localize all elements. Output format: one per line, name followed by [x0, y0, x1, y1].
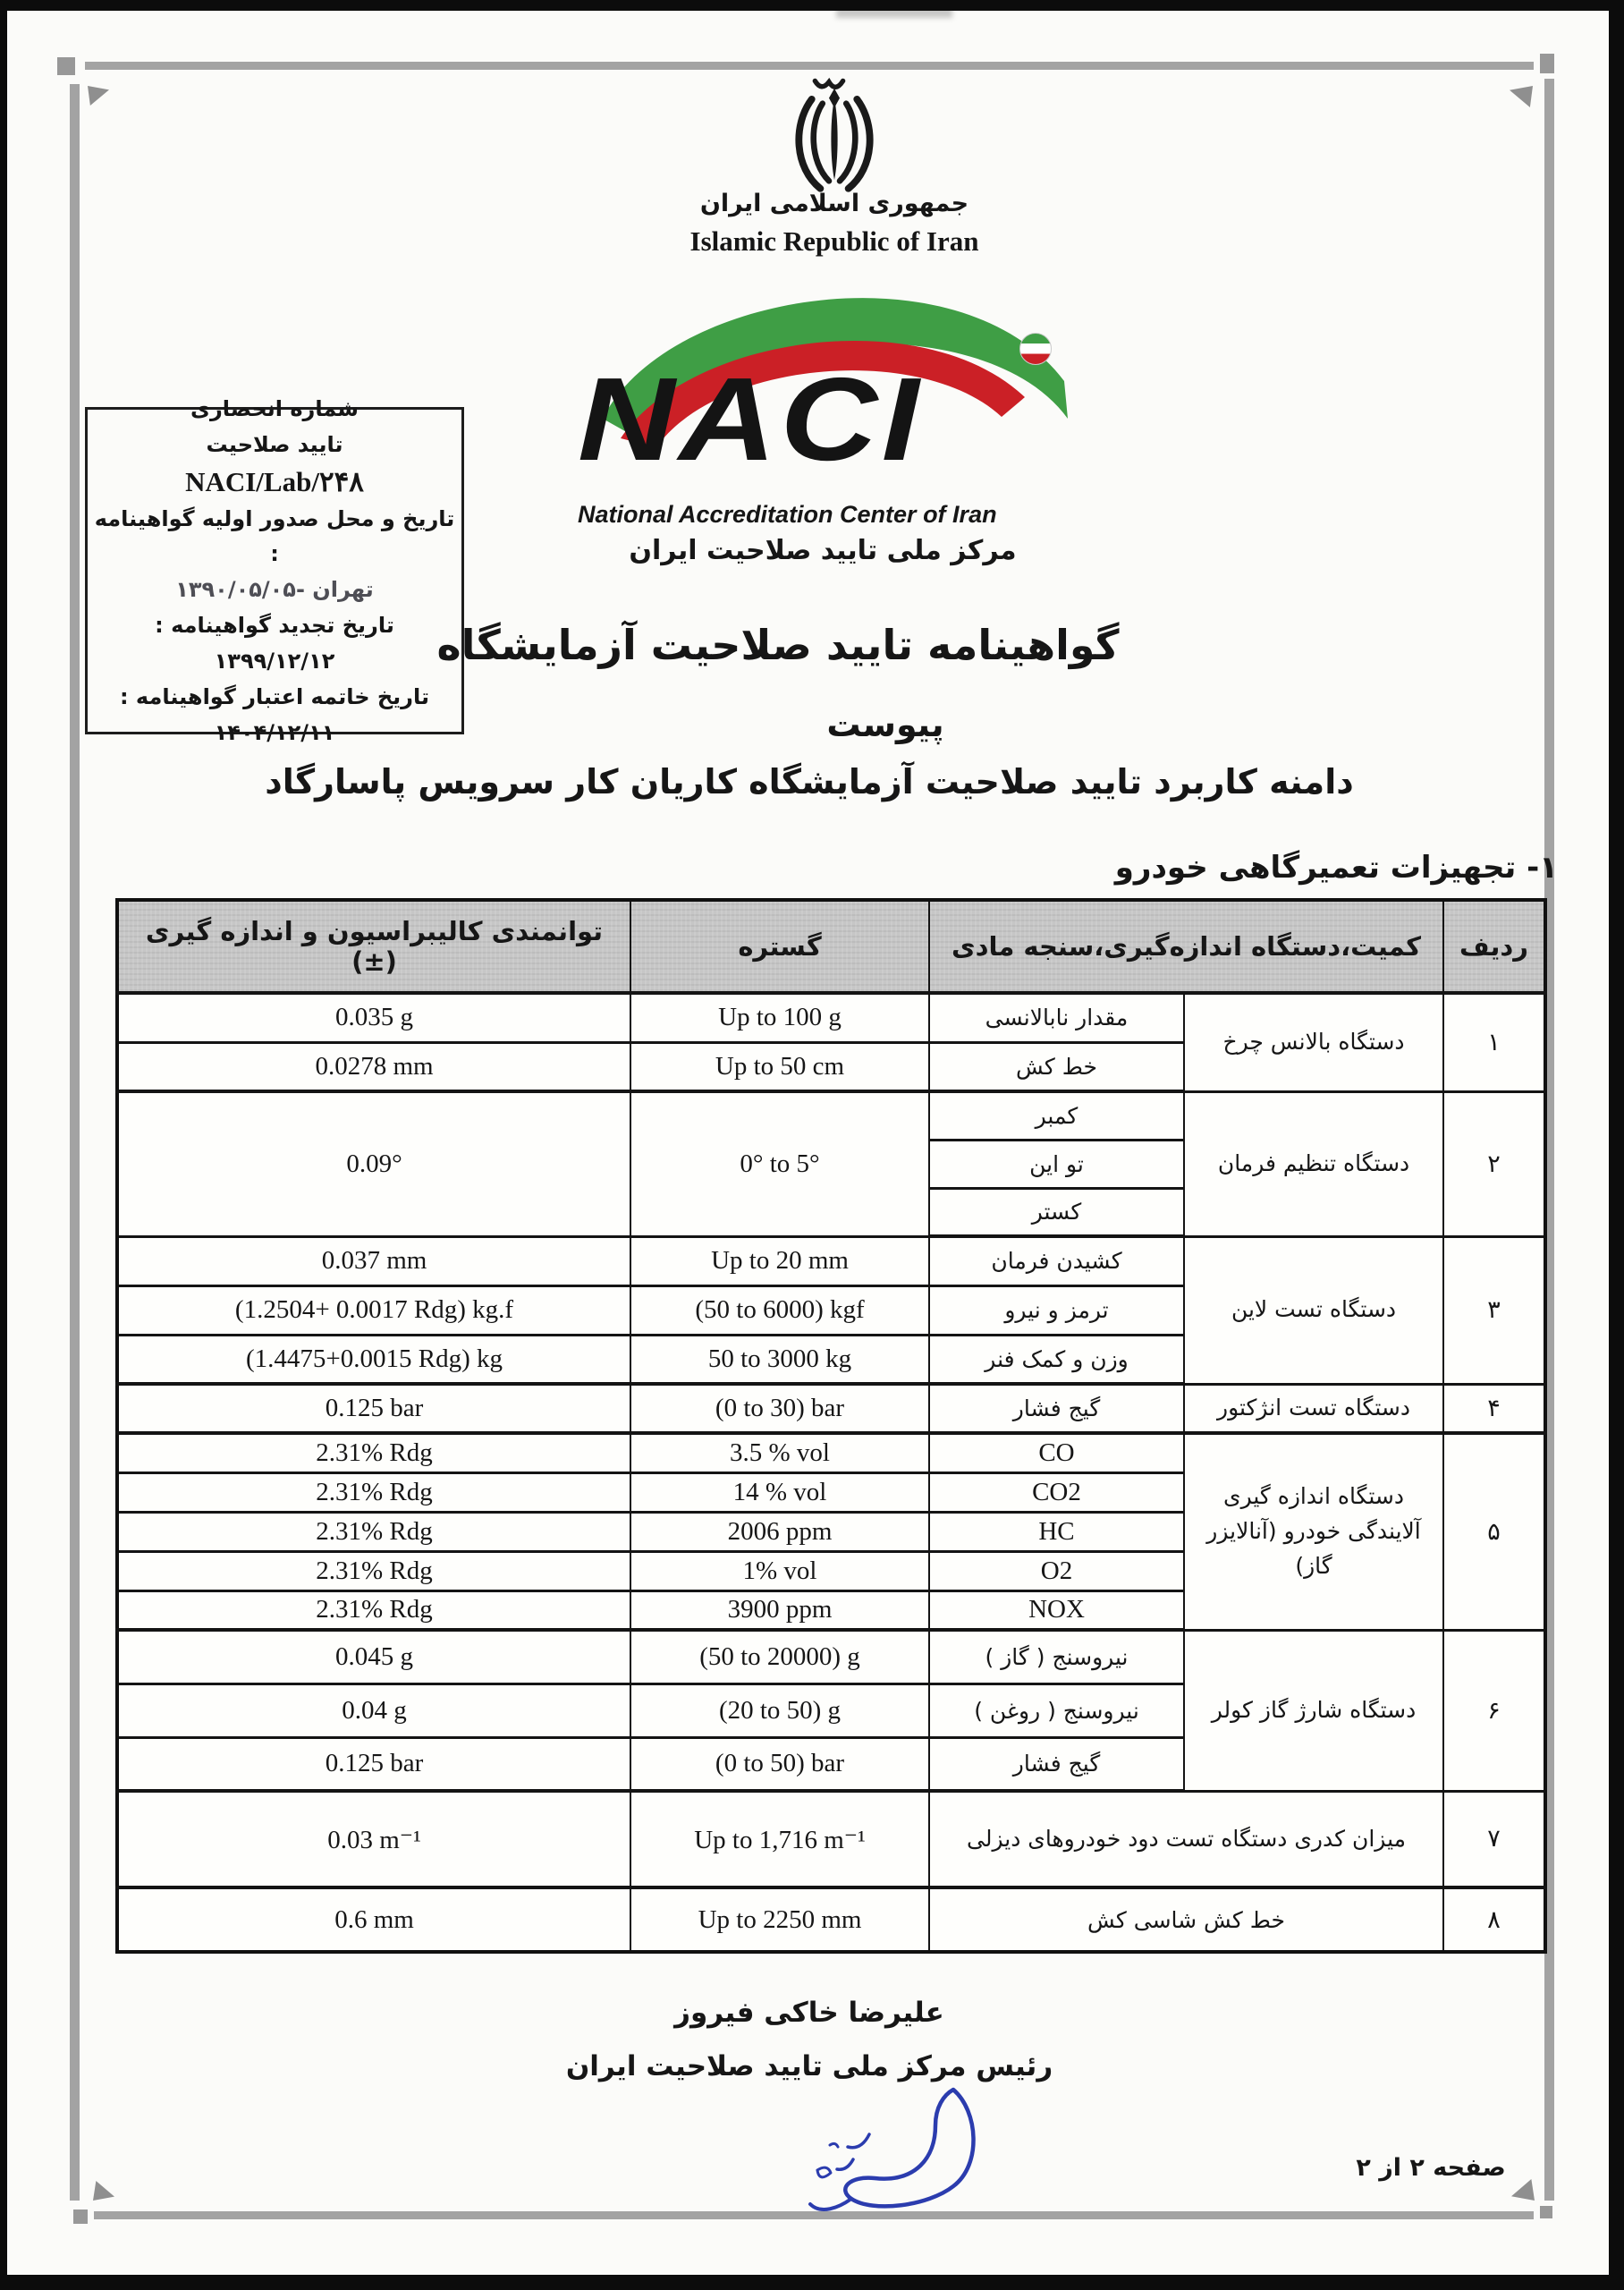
- corner-triangle-bottom-right: [1511, 2179, 1535, 2201]
- capability: (1.2504+ 0.0017 Rdg) kg.f: [117, 1285, 630, 1335]
- corner-triangle-top-left: [88, 86, 109, 106]
- device-name: دستگاه شارژ گاز کولر: [1184, 1630, 1443, 1791]
- table-row: [117, 1630, 1545, 1684]
- measure: خط کش: [929, 1042, 1184, 1091]
- device-name: دستگاه اندازه گیری آلایندگی خودرو (آنالایزر گاز): [1184, 1433, 1443, 1630]
- range: (50 to 6000) kgf: [630, 1285, 929, 1335]
- row-number: ۸: [1443, 1887, 1545, 1952]
- corner-square-bottom-right: [1540, 2206, 1552, 2218]
- capability: 2.31% Rdg: [117, 1590, 630, 1630]
- table-header-row: [117, 900, 1545, 993]
- measure: کمبر: [929, 1091, 1184, 1140]
- range: Up to 20 mm: [630, 1236, 929, 1285]
- measure: گیج فشار: [929, 1384, 1184, 1433]
- table-row: [117, 1433, 1545, 1472]
- capability: 0.125 bar: [117, 1737, 630, 1791]
- capability: 0.09°: [117, 1091, 630, 1236]
- header-quantity: کمیت،دستگاه اندازه‌گیری،سنجه مادی: [929, 900, 1443, 993]
- measure: گیج فشار: [929, 1737, 1184, 1791]
- range: 14 % vol: [630, 1472, 929, 1512]
- table-row: [117, 1384, 1545, 1433]
- corner-square-top-left: [57, 57, 75, 75]
- measure: CO2: [929, 1472, 1184, 1512]
- measure: O2: [929, 1551, 1184, 1590]
- range: (0 to 50) bar: [630, 1737, 929, 1791]
- table-row: [117, 1791, 1545, 1887]
- capability: 0.125 bar: [117, 1384, 630, 1433]
- exclusive-number-label: شماره انحصاری: [190, 395, 359, 421]
- capability: 0.035 g: [117, 993, 630, 1042]
- frame-bottom: [0, 2275, 1624, 2290]
- capability: 2.31% Rdg: [117, 1433, 630, 1472]
- capability: 2.31% Rdg: [117, 1551, 630, 1590]
- header-capability: توانمندی کالیبراسیون و اندازه گیری (±): [117, 900, 630, 993]
- corner-triangle-top-right: [1510, 86, 1533, 107]
- expiry-value: ۱۴۰۴/۱۲/۱۱: [214, 719, 335, 745]
- device-name: دستگاه تنظیم فرمان: [1184, 1091, 1443, 1236]
- corner-square-bottom-left: [73, 2209, 88, 2224]
- capability: 0.03 m⁻¹: [117, 1791, 630, 1887]
- naci-logo-text: NACI: [578, 353, 924, 485]
- range: Up to 50 cm: [630, 1042, 929, 1091]
- top-rule: [85, 62, 1534, 70]
- range: 1% vol: [630, 1551, 929, 1590]
- initial-issue-label: تاریخ و محل صدور اولیه گواهینامه :: [94, 505, 455, 566]
- row-number: ۷: [1443, 1791, 1545, 1887]
- device-name: دستگاه تست انژکتور: [1184, 1384, 1443, 1433]
- signature-icon: [787, 2082, 1037, 2217]
- measure: تو این: [929, 1140, 1184, 1188]
- measure: ترمز و نیرو: [929, 1285, 1184, 1335]
- capability: 2.31% Rdg: [117, 1472, 630, 1512]
- measure: مقدار نابالانسی: [929, 993, 1184, 1042]
- capability: (1.4475+0.0015 Rdg) kg: [117, 1335, 630, 1384]
- signer-name: علیرضا خاکی فیروز: [674, 1997, 944, 2029]
- certificate-title: گواهینامه تایید صلاحیت آزمایشگاه: [436, 621, 1120, 669]
- table-row: [117, 1236, 1545, 1285]
- range: 50 to 3000 kg: [630, 1335, 929, 1384]
- range: Up to 100 g: [630, 993, 929, 1042]
- attachment-title: پیوست: [826, 705, 944, 744]
- range: 3900 ppm: [630, 1590, 929, 1630]
- signer-title: رئیس مرکز ملی تایید صلاحیت ایران: [565, 2050, 1053, 2082]
- scope-title: دامنه کاربرد تایید صلاحیت آزمایشگاه کاریان کار سرویس پاسارگاد: [265, 762, 1354, 802]
- naci-tagline-en: National Accreditation Center of Iran: [578, 501, 997, 528]
- frame-top: [0, 0, 1624, 11]
- capability: 0.04 g: [117, 1684, 630, 1737]
- capability: 0.0278 mm: [117, 1042, 630, 1091]
- header-range: گستره: [630, 900, 929, 993]
- renewal-value: ۱۳۹۹/۱۲/۱۲: [214, 648, 335, 674]
- range: Up to 1,716 m⁻¹: [630, 1791, 929, 1887]
- capability: 0.037 mm: [117, 1236, 630, 1285]
- capability: 0.6 mm: [117, 1887, 630, 1952]
- range: 3.5 % vol: [630, 1433, 929, 1472]
- certificate-number: NACI/Lab/۲۴۸: [185, 465, 364, 497]
- iran-flag-roundel-icon: [1019, 333, 1052, 365]
- left-rule: [70, 84, 80, 2201]
- measure: کشیدن فرمان: [929, 1236, 1184, 1285]
- section-heading: ۱- تجهیزات تعمیرگاهی خودرو: [1114, 850, 1558, 886]
- table-row: [117, 993, 1545, 1042]
- row-number: ۳: [1443, 1236, 1545, 1384]
- measure: HC: [929, 1512, 1184, 1551]
- row-number: ۲: [1443, 1091, 1545, 1236]
- device-name: دستگاه بالانس چرخ: [1184, 993, 1443, 1091]
- measure: وزن و کمک فنر: [929, 1335, 1184, 1384]
- initial-issue-value: ۱۳۹۰/۰۵/۰۵- تهران: [175, 576, 374, 602]
- measure: NOX: [929, 1590, 1184, 1630]
- country-name-en: Islamic Republic of Iran: [689, 225, 979, 257]
- range: 0° to 5°: [630, 1091, 929, 1236]
- capability: 2.31% Rdg: [117, 1512, 630, 1551]
- iran-emblem-icon: [776, 73, 892, 200]
- row-number: ۱: [1443, 993, 1545, 1091]
- range: Up to 2250 mm: [630, 1887, 929, 1952]
- page-number: صفحه ۲ از ۲: [1356, 2154, 1506, 2182]
- measure: CO: [929, 1433, 1184, 1472]
- renewal-label: تاریخ تجدید گواهینامه :: [155, 612, 394, 638]
- equipment-table: [115, 898, 1547, 1954]
- frame-left: [0, 0, 7, 2290]
- naci-logo: [572, 276, 1100, 576]
- table-row: [117, 1887, 1545, 1952]
- measure: نیروسنج ( روغن ): [929, 1684, 1184, 1737]
- row-number: ۶: [1443, 1630, 1545, 1791]
- country-name-fa: جمهوری اسلامی ایران: [699, 190, 969, 217]
- measure: کستر: [929, 1188, 1184, 1236]
- measure: خط کش شاسی کش: [929, 1887, 1443, 1952]
- expiry-label: تاریخ خاتمه اعتبار گواهینامه :: [119, 683, 430, 709]
- measure: میزان کدری دستگاه تست دود خودروهای دیزلی: [929, 1791, 1443, 1887]
- capability: 0.045 g: [117, 1630, 630, 1684]
- corner-triangle-bottom-left: [93, 2181, 114, 2201]
- header-row-number: ردیف: [1443, 900, 1545, 993]
- row-number: ۴: [1443, 1384, 1545, 1433]
- frame-right: [1609, 0, 1624, 2290]
- naci-tagline-fa: مرکز ملی تایید صلاحیت ایران: [629, 535, 1017, 566]
- measure: نیروسنج ( گاز ): [929, 1630, 1184, 1684]
- corner-square-top-right: [1540, 54, 1554, 73]
- range: (20 to 50) g: [630, 1684, 929, 1737]
- table-row: [117, 1091, 1545, 1140]
- row-number: ۵: [1443, 1433, 1545, 1630]
- device-name: دستگاه تست لاین: [1184, 1236, 1443, 1384]
- range: (50 to 20000) g: [630, 1630, 929, 1684]
- range: (0 to 30) bar: [630, 1384, 929, 1433]
- certificate-details-box: [85, 395, 464, 745]
- accreditation-label: تایید صلاحیت: [206, 431, 343, 457]
- range: 2006 ppm: [630, 1512, 929, 1551]
